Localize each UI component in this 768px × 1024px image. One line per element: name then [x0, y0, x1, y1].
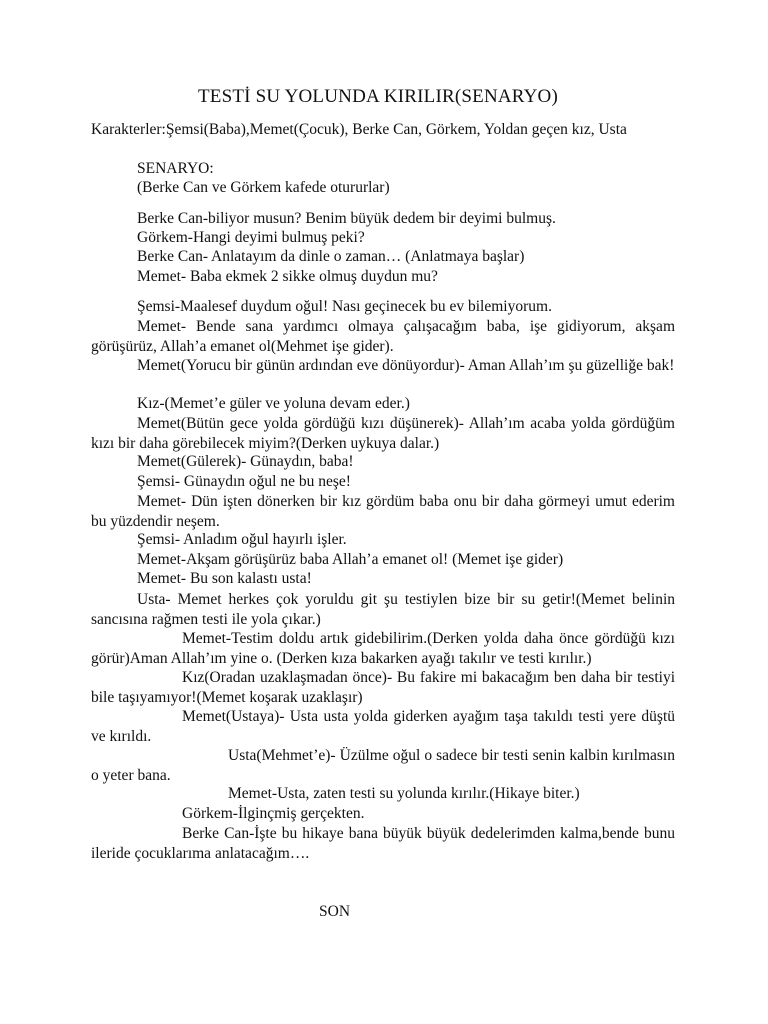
- characters-line: Karakterler:Şemsi(Baba),Memet(Çocuk), Berke Can, Görkem, Yoldan geçen kız, Usta: [91, 121, 627, 138]
- dialogue-line: Memet- Baba ekmek 2 sikke olmuş duydun mu?: [137, 268, 438, 285]
- scenario-heading: SENARYO:: [137, 160, 214, 177]
- dialogue-line: Şemsi- Anladım oğul hayırlı işler.: [137, 531, 347, 548]
- dialogue-line: Memet-Akşam görüşürüz baba Allah’a emanet ol! (Memet işe gider): [137, 551, 564, 568]
- dialogue-paragraph: Memet(Yorucu bir günün ardından eve dönüyordur)- Aman Allah’ım şu güzelliğe bak!: [137, 357, 675, 374]
- dialogue-paragraph: Memet- Bende sana yardımcı olmaya çalışacağım baba, işe gidiyorum, akşam görüşürüz, Allah’a emanet ol(Mehmet işe gider).: [91, 318, 675, 355]
- dialogue-paragraph: Berke Can-İşte bu hikaye bana büyük büyük dedelerimden kalma,bende bunu ileride çocuklarıma anlatacağım….: [91, 825, 675, 862]
- dialogue-line: Berke Can-biliyor musun? Benim büyük dedem bir deyimi bulmuş.: [137, 210, 556, 227]
- dialogue-line: Memet(Gülerek)- Günaydın, baba!: [137, 453, 354, 470]
- dialogue-paragraph: Memet-Testim doldu artık gidebilirim.(Derken yolda daha önce gördüğü kızı görür)Aman Allah’ım yine o. (Derken kıza bakarken ayağı takılır ve testi kırılır.): [91, 630, 675, 667]
- dialogue-paragraph: Usta(Mehmet’e)- Üzülme oğul o sadece bir testi senin kalbin kırılmasın o yeter bana.: [91, 747, 675, 784]
- dialogue-line: Berke Can- Anlatayım da dinle o zaman… (Anlatmaya başlar): [137, 248, 525, 265]
- dialogue-line: Memet-Usta, zaten testi su yolunda kırılır.(Hikaye biter.): [228, 785, 580, 802]
- dialogue-paragraph: Memet(Bütün gece yolda gördüğü kızı düşünerek)- Allah’ım acaba yolda gördüğüm kızı bir daha görebilecek miyim?(Derken uykuya dalar.): [91, 415, 675, 452]
- end-marker: SON: [319, 903, 351, 920]
- dialogue-line: Görkem-İlginçmiş gerçekten.: [182, 805, 365, 822]
- dialogue-line: Kız-(Memet’e güler ve yoluna devam eder.): [137, 395, 410, 412]
- dialogue-paragraph: Kız(Oradan uzaklaşmadan önce)- Bu fakire mi bakacağım ben daha bir testiyi bile taşıyamıyor!(Memet koşarak uzaklaşır): [91, 669, 675, 706]
- dialogue-paragraph: Usta- Memet herkes çok yoruldu git şu testiylen bize bir su getir!(Memet belinin sancısına rağmen testi ile yola çıkar.): [91, 591, 675, 628]
- dialogue-line: Şemsi-Maalesef duydum oğul! Nası geçinecek bu ev bilemiyorum.: [137, 298, 552, 315]
- dialogue-paragraph: Memet- Dün işten dönerken bir kız gördüm baba onu bir daha görmeyi umut ederim bu yüzdendir neşem.: [91, 493, 675, 530]
- document-title: TESTİ SU YOLUNDA KIRILIR(SENARYO): [197, 86, 559, 107]
- dialogue-line: Şemsi- Günaydın oğul ne bu neşe!: [137, 473, 351, 490]
- dialogue-line: Memet- Bu son kalastı usta!: [137, 570, 312, 587]
- dialogue-line: Görkem-Hangi deyimi bulmuş peki?: [137, 229, 365, 246]
- dialogue-paragraph: Memet(Ustaya)- Usta usta yolda giderken ayağım taşa takıldı testi yere düştü ve kırıldı.: [91, 708, 675, 745]
- scene-setting: (Berke Can ve Görkem kafede otururlar): [137, 179, 390, 196]
